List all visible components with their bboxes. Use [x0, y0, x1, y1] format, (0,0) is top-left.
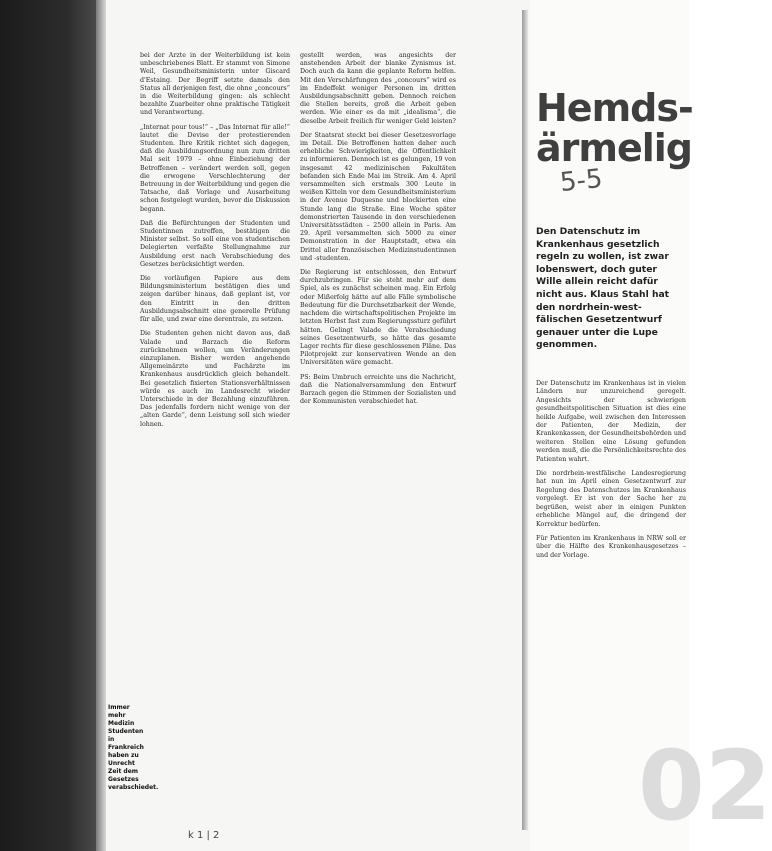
- paragraph: gestellt werden, was angesichts der anstehenden Arbeit der blanke Zynismus ist. Doch auch da kann die geplante Reform helfen. Mit den Verschärfungen des „concours“ wird es im Endeffekt weniger Personen im dritten Ausbildungsabschnitt geben. Dennoch reichen die Stellen bereits, groß die Arbeit geben werden. Wie einer es da mit „idealisma“, die dieselbe Arbeit freilich für weniger Geld leisten?: [300, 52, 456, 125]
- caption-line: Gesetzes: [108, 776, 139, 783]
- binding-edge: [96, 0, 106, 851]
- handwritten-mark: 5-5: [558, 163, 604, 199]
- headline-line-1: Hemds-: [536, 86, 693, 130]
- lede-line: Den Datenschutz im: [536, 226, 641, 237]
- paragraph: PS: Beim Umbruch erreichte uns die Nachricht, daß die Nationalversammlung den Entwurf Barzach gegen die Stimmen der Sozialisten und der Kommunisten verabschiedet hat.: [300, 373, 456, 406]
- lede-line: nicht aus. Klaus Stahl hat: [536, 288, 670, 300]
- caption-line: Immer mehr: [108, 704, 130, 719]
- paragraph: „Internat pour tous!“ – „Das Internat für alle!“ lautet die Devise der protestierenden Studenten. Ihre Kritik richtet sich dagegen, daß die Ausbildungsordnung nun zum dritten Mal seit 1979 – ohne Einbeziehung der Betroffenen – verändert werden soll, gegen die erwogene Verschlechterung der Betreuung in der Weiterbildung und gegen die Tatsache, daß Vorlage und Ausarbeitung schon festgelegt wurden, bevor die Diskussion begann.: [140, 123, 290, 213]
- text-column-1: [140, 52, 290, 792]
- photo-caption: [108, 704, 159, 792]
- right-body-text: [536, 380, 686, 566]
- paragraph: Der Datenschutz im Krankenhaus ist in vielen Ländern nur unzureichend geregelt. Angesichts der schwierigen gesundheitspolitischen Situation ist dies eine heikle Aufgabe, weil zwischen den Interessen der Patienten, der Medizin, der Krankenkassen, der Gesundheitsbehörden und weiteren Stellen eine Lösung gefunden werden muß, die die Persönlichkeitsrechte des Patienten wahrt.: [536, 380, 686, 463]
- page-fold-shadow: [522, 10, 528, 830]
- paragraph: Die Studenten gehen nicht davon aus, daß Valade und Barzach die Reform zurücknehmen wollen, um Veränderungen einzuplanen. Bisher werden angehende Allgemeinärzte und Fachärzte im Krankenhaus ausdrücklich gleich behandelt. Bei gesetzlich fixierten Stationsverhältnissen würde es auch im Landesrecht wieder Unterschiede in der Bezahlung einzuführen. Das jedenfalls fordern nicht wenige von der „alten Garde“, denn Leistung soll sich wieder lohnen.: [140, 330, 290, 428]
- lede-line: lobenswert, doch guter: [536, 263, 657, 275]
- lede-line: Wille allein reicht dafür: [536, 276, 658, 288]
- caption-line: Zeit dem: [108, 768, 139, 775]
- paragraph: Die Regierung ist entschlossen, den Entwurf durchzubringen. Für sie steht mehr auf dem Spiel, als es zunächst scheinen mag. Ein Erfolg oder Mißerfolg hätte auf alle Fälle symbolische Bedeutung für die Durchsetzbarkeit der Wende, nachdem die wirtschaftspolitischen Projekte im letzten Herbst fast zum Regierungssturz geführt hätten. Gelingt Valade die Verabschiedung seines Gesetzentwurfs, so hätte das gesamte Lager rechts für diese geschlossenen Pläne. Das Pilotprojekt zur konservativen Wende an den Universitäten wäre gemacht.: [300, 269, 456, 367]
- lede-line: regeln zu wollen, ist zwar: [536, 251, 669, 263]
- paragraph: bei der Arzte in der Weiterbildung ist kein unbeschriebenes Blatt. Er stammt von Simone Weil, Gesundheitsministerin unter Giscard d'Estaing. Der Begriff setzte damals den Status all derjenigen fest, die ohne „concours“ in die Weiterbildung gingen: als schlecht bezahlte Zuarbeiter ohne praktische Tätigkeit und Verantwortung.: [140, 52, 290, 117]
- paragraph: Für Patienten im Krankenhaus in NRW soll er über die Hälfte des Krankenhausgesetzes – und der Vorlage.: [536, 534, 686, 559]
- binding-shadow: [0, 0, 96, 851]
- paragraph: Der Staatsrat steckt bei dieser Gesetzesvorlage im Detail. Die Betroffenen hatten daher auch erhebliche Schwierigkeiten, die Offentlichkeit zu informieren. Dennoch ist es gelungen, 19 von insgesamt 42 medizinischen Fakultäten befanden sich Ende Mai im Streik. Am 4. April versammelten sich erstmals 300 Leute in weißen Kitteln vor dem Gesundheitsministerium in der Avenue Duquesne und blockierten eine Stunde lang die Straße. Eine Woche später demonstrierten Tausende in den verschiedenen Universitätsstädten – 2500 allein in Paris. Am 29. April versammelten sich 5000 zu einer Demonstration in der Hauptstadt, etwa ein Drittel aller französischen Medizinstudentinnen und -studenten.: [300, 131, 456, 262]
- caption-line: Studenten: [108, 728, 144, 735]
- caption-line: verabschiedet.: [108, 784, 159, 791]
- caption-line: in Frankreich: [108, 736, 144, 751]
- lede-line: genauer unter die Lupe: [536, 326, 658, 338]
- lede-line: fälischen Gesetzentwurf: [536, 314, 662, 326]
- paragraph: Die vorläufigen Papiere aus dem Bildungsministerium bestätigen dies und zeigen darüber hinaus, daß geplant ist, vor den Eintritt in den dritten Ausbildungsabschnitt eine generelle Prüfung für alle, und zwar eine derentrale, zu setzen.: [140, 275, 290, 324]
- caption-line: haben zu: [108, 752, 139, 759]
- caption-line: Medizin: [108, 720, 135, 727]
- lede-line: den nordrhein-west-: [536, 301, 642, 313]
- text-column-2: [300, 52, 456, 812]
- page-number-decor: 02: [638, 730, 772, 842]
- headline-line-2: ärmelig: [536, 126, 693, 170]
- lede-line: Krankenhaus gesetzlich: [536, 238, 660, 250]
- paragraph: Daß die Befürchtungen der Studenten und Studentinnen zutreffen, bestätigen die Minister selbst. So soll eine von studentischen Delegierten verfaßte Stellungnahme zur Ausbildung erst nach Verabschiedung des Gesetzes berücksichtigt werden.: [140, 219, 290, 268]
- paragraph: Die nordrhein-westfälische Landesregierung hat nun im April einen Gesetzentwurf zur Regelung des Datenschutzes im Krankenhaus vorgelegt. Er ist von der Sache her zu begrüßen, weist aber in einigen Punkten erhebliche Mängel auf, die dringend der Korrektur bedürfen.: [536, 470, 686, 528]
- headline: [536, 88, 693, 168]
- caption-line: Unrecht: [108, 760, 135, 767]
- page-mark: k 1 | 2: [188, 830, 220, 841]
- lede-line: genommen.: [536, 339, 598, 351]
- lede: [536, 226, 686, 352]
- right-article: [530, 0, 772, 851]
